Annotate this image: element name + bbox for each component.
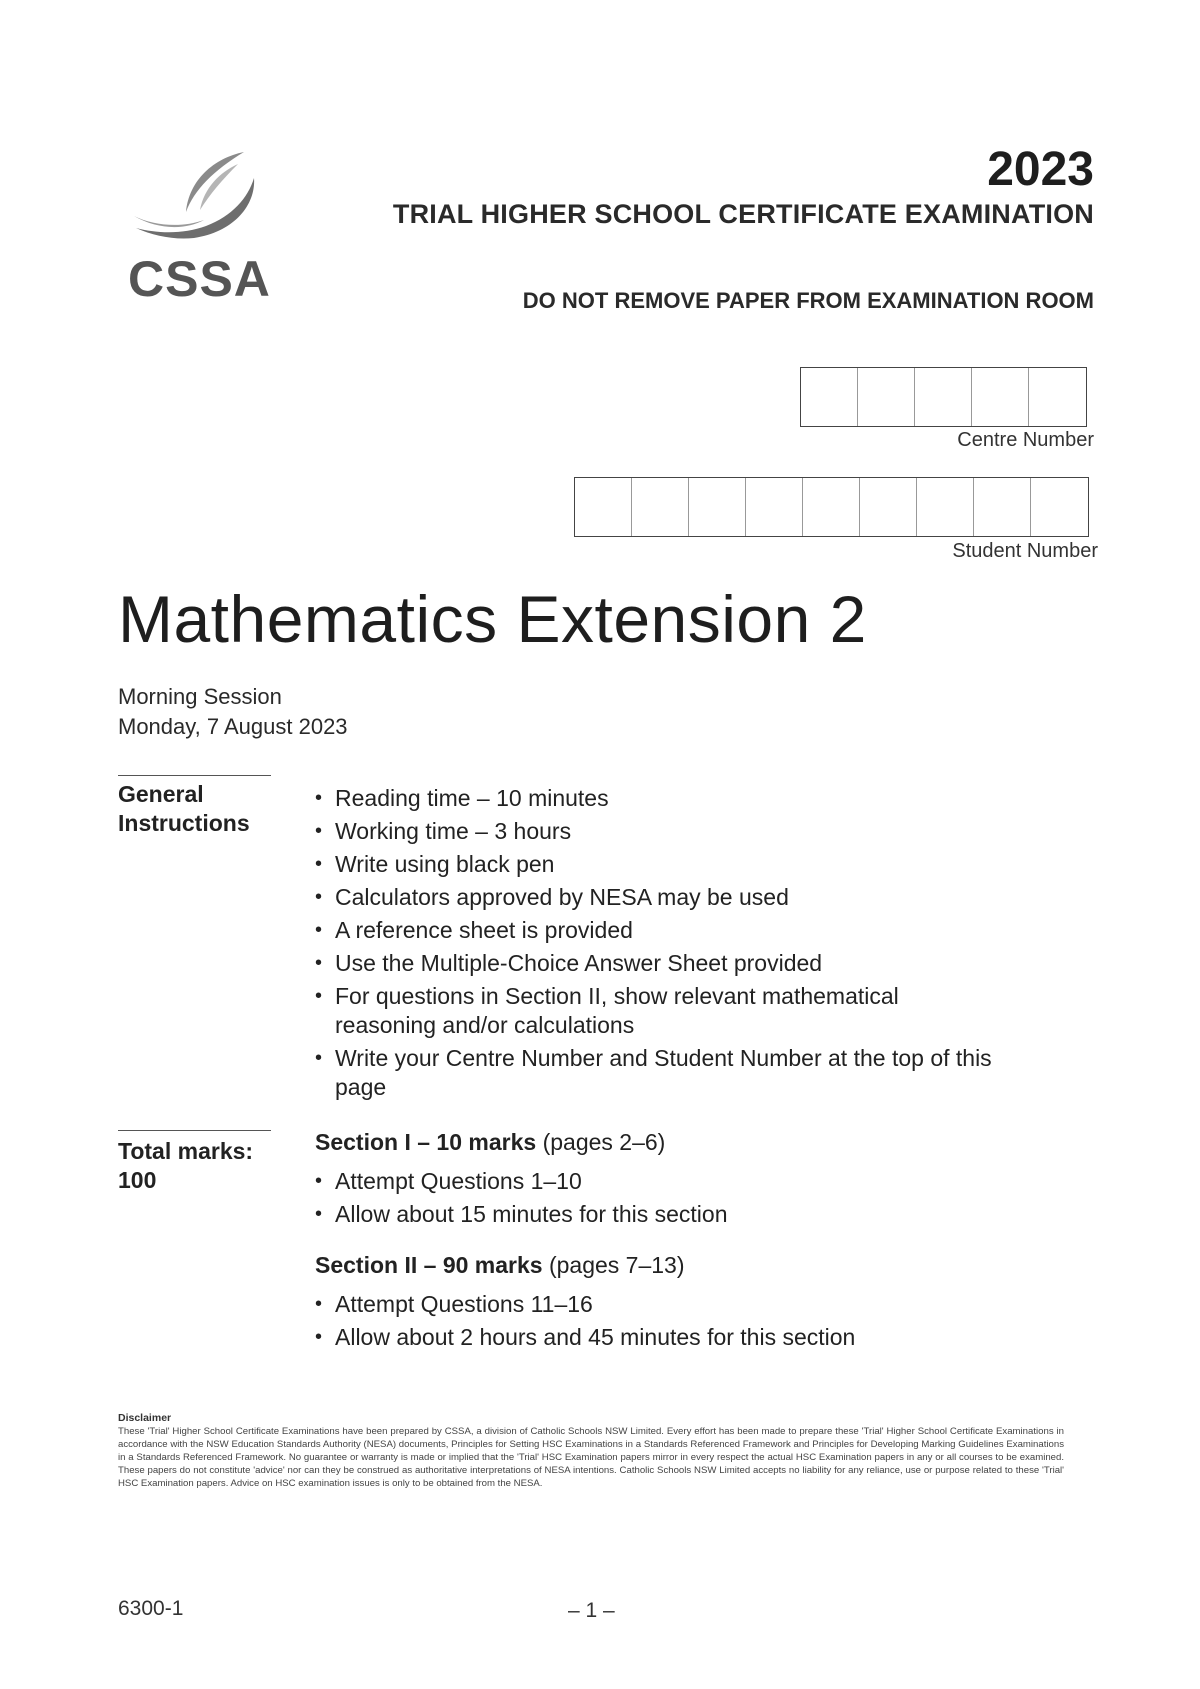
divider — [118, 775, 271, 776]
list-item: • Write using black pen — [315, 851, 555, 877]
list-item: • Working time – 3 hours — [315, 818, 572, 844]
centre-number-boxes[interactable] — [800, 367, 1087, 427]
student-number-box[interactable] — [575, 478, 632, 536]
logo-text: CSSA — [128, 251, 271, 307]
student-number-box[interactable] — [689, 478, 746, 536]
section-1-list — [315, 1167, 1035, 1233]
list-item: • Use the Multiple-Choice Answer Sheet provided — [315, 950, 823, 976]
general-instructions-list — [315, 784, 1035, 1106]
general-instructions-heading: General Instructions — [118, 781, 250, 836]
section-1-title: Section I – 10 marks — [315, 1129, 537, 1155]
student-number-box[interactable] — [1031, 478, 1088, 536]
disclaimer-title: Disclaimer — [118, 1412, 172, 1424]
list-item: • Calculators approved by NESA may be used — [315, 884, 789, 910]
paper-code: 6300-1 — [118, 1597, 184, 1620]
student-number-box[interactable] — [917, 478, 974, 536]
page-number: – 1 – — [568, 1599, 615, 1622]
centre-number-label: Centre Number — [957, 429, 1094, 451]
list-item: • Attempt Questions 1–10 — [315, 1168, 582, 1194]
exam-date: Monday, 7 August 2023 — [118, 714, 348, 739]
total-marks-heading: Total marks: 100 — [118, 1138, 254, 1193]
section-2-title: Section II – 90 marks — [315, 1252, 543, 1278]
student-number-box[interactable] — [803, 478, 860, 536]
disclaimer — [118, 1412, 1064, 1490]
list-item: • Write your Centre Number and Student Number at the top of this page — [315, 1045, 992, 1100]
student-number-box[interactable] — [632, 478, 689, 536]
student-number-box[interactable] — [974, 478, 1031, 536]
section-2-heading — [315, 1251, 685, 1280]
list-item: • Reading time – 10 minutes — [315, 785, 609, 811]
section-1-heading — [315, 1128, 665, 1157]
cssa-logo-swoosh-icon — [134, 150, 264, 255]
student-number-boxes[interactable] — [574, 477, 1089, 537]
student-number-box[interactable] — [860, 478, 917, 536]
section-2-pages: (pages 7–13) — [542, 1252, 685, 1278]
student-number-label: Student Number — [952, 540, 1098, 562]
centre-number-box[interactable] — [801, 368, 858, 426]
divider — [118, 1130, 271, 1131]
student-number-box[interactable] — [746, 478, 803, 536]
list-item: • Allow about 15 minutes for this section — [315, 1201, 728, 1227]
section-1-pages: (pages 2–6) — [536, 1129, 666, 1155]
session: Morning Session — [118, 684, 282, 709]
list-item: • Allow about 2 hours and 45 minutes for this section — [315, 1324, 856, 1350]
exam-year: 2023 — [987, 143, 1094, 196]
centre-number-box[interactable] — [915, 368, 972, 426]
cssa-logo — [128, 150, 278, 315]
centre-number-box[interactable] — [972, 368, 1029, 426]
exam-notice: DO NOT REMOVE PAPER FROM EXAMINATION ROOM — [522, 288, 1094, 313]
exam-title: TRIAL HIGHER SCHOOL CERTIFICATE EXAMINATION — [392, 199, 1094, 229]
list-item: • Attempt Questions 11–16 — [315, 1291, 593, 1317]
section-2-list — [315, 1290, 1035, 1356]
list-item: • For questions in Section II, show relevant mathematical reasoning and/or calculations — [315, 983, 899, 1038]
centre-number-box[interactable] — [858, 368, 915, 426]
list-item: • A reference sheet is provided — [315, 917, 633, 943]
centre-number-box[interactable] — [1029, 368, 1086, 426]
subject-title: Mathematics Extension 2 — [118, 582, 867, 656]
disclaimer-body: These 'Trial' Higher School Certificate Examinations have been prepared by CSSA, a division of Catholic Schools NSW Limited. Every effort has been made to prepare these 'Trial' Higher School Certificate Examinations in accordance with the NSW Education Standards Authority (NESA) documents, Principles for Setting HSC Examinations in a Standards Referenced Framework and Principles for Developing Marking Guidelines Examinations in a Standards Referenced Framework. No guarantee or warranty is made or implied that the 'Trial' HSC Examination papers mirror in every respect the actual HSC Examination papers in any or all courses to be examined. These papers do not constitute 'advice' nor can they be construed as authoritative interpretations of NESA intentions. Catholic Schools NSW Limited accepts no liability for any reliance, use or purpose related to these 'Trial' HSC Examination papers. Advice on HSC examination issues is only to be obtained from the NESA. — [118, 1426, 1064, 1489]
